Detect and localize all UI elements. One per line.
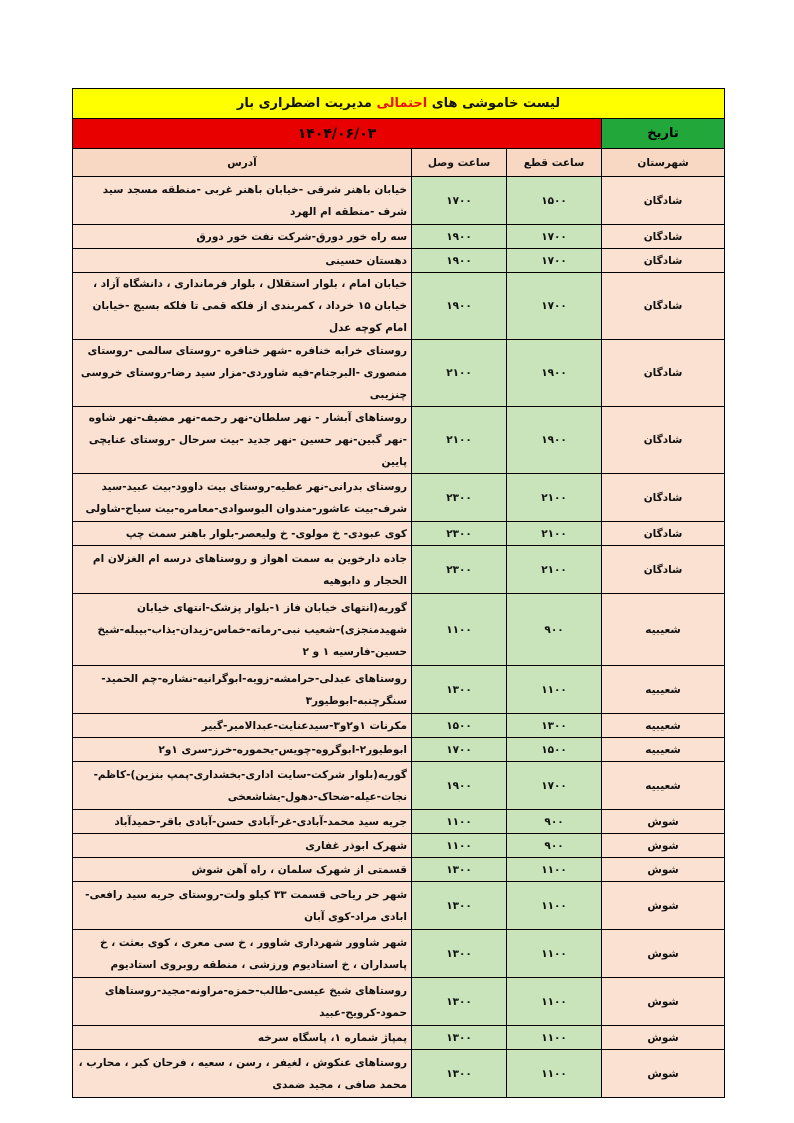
table-row (73, 1050, 725, 1098)
cut-time-cell: ۲۱۰۰ (507, 546, 602, 594)
address-cell: دهستان حسینی (73, 249, 412, 273)
connect-time-cell: ۱۱۰۰ (412, 594, 507, 666)
cut-time-cell: ۱۹۰۰ (507, 340, 602, 407)
address-cell: گوریه(انتهای خیابان فاز ۱-بلوار پزشک-انتهای خیابان شهیدمنجزی)-شعیب نبی-رماته-خماس-زیدان-یذاب-بیبله-شیخ حسین-فارسیه ۱ و ۲ (73, 594, 412, 666)
table-row (73, 225, 725, 249)
title-suffix: مدیریت اضطراری بار (236, 95, 377, 111)
table-row (73, 810, 725, 834)
connect-time-cell: ۱۳۰۰ (412, 930, 507, 978)
address-cell: روستاهای آبشار - نهر سلطان-نهر رحمه-نهر مضیف-نهر شاوه -نهر گبین-نهر حسین -نهر جدید -بیت سرحال -روستای عنایچی پایین (73, 407, 412, 474)
cut-time-cell: ۱۷۰۰ (507, 249, 602, 273)
address-cell: جاده دارخوین به سمت اهواز و روستاهای درسه ام الغزلان ام الحجار و دابوهیه (73, 546, 412, 594)
cut-time-cell: ۱۳۰۰ (507, 714, 602, 738)
address-cell: خیابان باهنر شرقی -خیابان باهنر غربی -منطقه مسجد سید شرف -منطقه ام الهرد (73, 177, 412, 225)
title-accent: احتمالی (376, 95, 428, 111)
city-cell: شوش (602, 858, 725, 882)
outage-table-body (73, 89, 725, 1098)
connect-time-cell: ۱۵۰۰ (412, 714, 507, 738)
outage-schedule-sheet (72, 88, 724, 1098)
city-cell: شعیبیه (602, 666, 725, 714)
connect-time-cell: ۱۳۰۰ (412, 858, 507, 882)
date-row (73, 119, 725, 149)
city-cell: شوش (602, 834, 725, 858)
city-cell: شوش (602, 1050, 725, 1098)
address-cell: خیابان امام ، بلوار استقلال ، بلوار فرمانداری ، دانشگاه آزاد ، خیابان ۱۵ خرداد ، کمربندی از فلکه قمی تا فلکه بسیج -خیابان امام کوچه عدل (73, 273, 412, 340)
page-title (73, 89, 725, 119)
city-cell: شوش (602, 1026, 725, 1050)
header-address: آدرس (73, 149, 412, 177)
outage-table (72, 88, 725, 1098)
cut-time-cell: ۱۱۰۰ (507, 882, 602, 930)
address-cell: روستاهای شیخ عیسی-طالب-حمزه-مراونه-مجید-روستاهای حمود-کرویح-عبید (73, 978, 412, 1026)
city-cell: شادگان (602, 340, 725, 407)
table-row (73, 882, 725, 930)
header-cut-time: ساعت قطع (507, 149, 602, 177)
address-cell: روستای خرابه خنافره -شهر خنافره -روستای سالمی -روستای منصوری -البرجنام-فیه شاوردی-مزار سید رضا-روستای خروسی چنزیبی (73, 340, 412, 407)
address-cell: روستاهای عنکوش ، لغیفر ، رسن ، سعیه ، فرحان کبر ، محارب ، محمد صافی ، مجید ضمدی (73, 1050, 412, 1098)
table-row (73, 340, 725, 407)
connect-time-cell: ۲۱۰۰ (412, 340, 507, 407)
address-cell: کوی عبودی- خ مولوی- خ ولیعصر-بلوار باهنر سمت چپ (73, 522, 412, 546)
date-label: تاریخ (602, 119, 725, 149)
cut-time-cell: ۱۷۰۰ (507, 762, 602, 810)
city-cell: شعیبیه (602, 738, 725, 762)
city-cell: شادگان (602, 546, 725, 594)
city-cell: شادگان (602, 225, 725, 249)
table-row (73, 273, 725, 340)
cut-time-cell: ۱۱۰۰ (507, 858, 602, 882)
table-row (73, 474, 725, 522)
cut-time-cell: ۱۱۰۰ (507, 1050, 602, 1098)
cut-time-cell: ۱۷۰۰ (507, 225, 602, 249)
table-row (73, 177, 725, 225)
header-row (73, 149, 725, 177)
address-cell: شهرک ابوذر غفاری (73, 834, 412, 858)
connect-time-cell: ۱۱۰۰ (412, 834, 507, 858)
address-cell: جریه سید محمد-آبادی-غر-آبادی حسن-آبادی باقر-حمیدآباد (73, 810, 412, 834)
address-cell: گوریه(بلوار شرکت-سایت اداری-بخشداری-پمپ بنزین)-کاظم-نجات-عیله-ضحاک-دهول-یشاشعخی (73, 762, 412, 810)
cut-time-cell: ۱۵۰۰ (507, 738, 602, 762)
city-cell: شعیبیه (602, 594, 725, 666)
address-cell: روستای بدرانی-نهر عطیه-روستای بیت داوود-بیت عبید-سید شرف-بیت عاشور-مندوان البوسوادی-معامره-بیت سیاح-شاولی (73, 474, 412, 522)
city-cell: شادگان (602, 522, 725, 546)
address-cell: روستاهای عبدلی-حرامشه-زویه-ابوگرانیه-نشاره-چم الحمید-سنگرچنبه-ابوطیور۳ (73, 666, 412, 714)
table-row (73, 738, 725, 762)
connect-time-cell: ۱۹۰۰ (412, 762, 507, 810)
connect-time-cell: ۲۳۰۰ (412, 474, 507, 522)
table-row (73, 666, 725, 714)
title-row (73, 89, 725, 119)
connect-time-cell: ۱۹۰۰ (412, 225, 507, 249)
connect-time-cell: ۱۷۰۰ (412, 177, 507, 225)
connect-time-cell: ۱۳۰۰ (412, 1050, 507, 1098)
address-cell: مکرنات ۱و۲و۳-سیدعنایت-عبدالامیر-گبیر (73, 714, 412, 738)
title-prefix: لیست خاموشی های (427, 95, 561, 111)
connect-time-cell: ۱۱۰۰ (412, 810, 507, 834)
table-row (73, 978, 725, 1026)
address-cell: پمپاژ شماره ۱، پاسگاه سرخه (73, 1026, 412, 1050)
city-cell: شادگان (602, 177, 725, 225)
connect-time-cell: ۱۳۰۰ (412, 882, 507, 930)
table-row (73, 714, 725, 738)
cut-time-cell: ۲۱۰۰ (507, 522, 602, 546)
table-row (73, 858, 725, 882)
date-value: ۱۴۰۴/۰۶/۰۳ (73, 119, 602, 149)
cut-time-cell: ۹۰۰ (507, 834, 602, 858)
table-row (73, 594, 725, 666)
city-cell: شوش (602, 978, 725, 1026)
table-row (73, 249, 725, 273)
address-cell: سه راه خور دورق-شرکت نفت خور دورق (73, 225, 412, 249)
table-row (73, 1026, 725, 1050)
cut-time-cell: ۹۰۰ (507, 594, 602, 666)
city-cell: شعیبیه (602, 762, 725, 810)
connect-time-cell: ۱۹۰۰ (412, 249, 507, 273)
cut-time-cell: ۱۹۰۰ (507, 407, 602, 474)
address-cell: قسمتی از شهرک سلمان ، راه آهن شوش (73, 858, 412, 882)
cut-time-cell: ۱۱۰۰ (507, 666, 602, 714)
address-cell: شهر حر ریاحی قسمت ۳۳ کیلو ولت-روستای جریه سید رافعی-ابادی مراد-کوی آبان (73, 882, 412, 930)
connect-time-cell: ۲۳۰۰ (412, 546, 507, 594)
table-row (73, 522, 725, 546)
table-row (73, 407, 725, 474)
city-cell: شادگان (602, 273, 725, 340)
connect-time-cell: ۱۳۰۰ (412, 978, 507, 1026)
connect-time-cell: ۲۳۰۰ (412, 522, 507, 546)
table-row (73, 930, 725, 978)
connect-time-cell: ۱۳۰۰ (412, 1026, 507, 1050)
cut-time-cell: ۱۷۰۰ (507, 273, 602, 340)
table-row (73, 834, 725, 858)
connect-time-cell: ۱۳۰۰ (412, 666, 507, 714)
city-cell: شوش (602, 882, 725, 930)
header-city: شهرستان (602, 149, 725, 177)
address-cell: ابوطیور۲-ابوگروه-چویس-یحموره-خرز-سری ۱و۲ (73, 738, 412, 762)
address-cell: شهر شاوور شهرداری شاوور ، خ سی معری ، کوی بعثت ، خ پاسداران ، خ استادیوم ورزشی ، منطقه روبروی استادیوم (73, 930, 412, 978)
cut-time-cell: ۲۱۰۰ (507, 474, 602, 522)
connect-time-cell: ۱۷۰۰ (412, 738, 507, 762)
city-cell: شادگان (602, 474, 725, 522)
city-cell: شعیبیه (602, 714, 725, 738)
cut-time-cell: ۹۰۰ (507, 810, 602, 834)
cut-time-cell: ۱۱۰۰ (507, 978, 602, 1026)
cut-time-cell: ۱۱۰۰ (507, 930, 602, 978)
cut-time-cell: ۱۵۰۰ (507, 177, 602, 225)
table-row (73, 546, 725, 594)
city-cell: شادگان (602, 249, 725, 273)
city-cell: شادگان (602, 407, 725, 474)
city-cell: شوش (602, 930, 725, 978)
cut-time-cell: ۱۱۰۰ (507, 1026, 602, 1050)
table-row (73, 762, 725, 810)
connect-time-cell: ۲۱۰۰ (412, 407, 507, 474)
header-connect-time: ساعت وصل (412, 149, 507, 177)
city-cell: شوش (602, 810, 725, 834)
connect-time-cell: ۱۹۰۰ (412, 273, 507, 340)
